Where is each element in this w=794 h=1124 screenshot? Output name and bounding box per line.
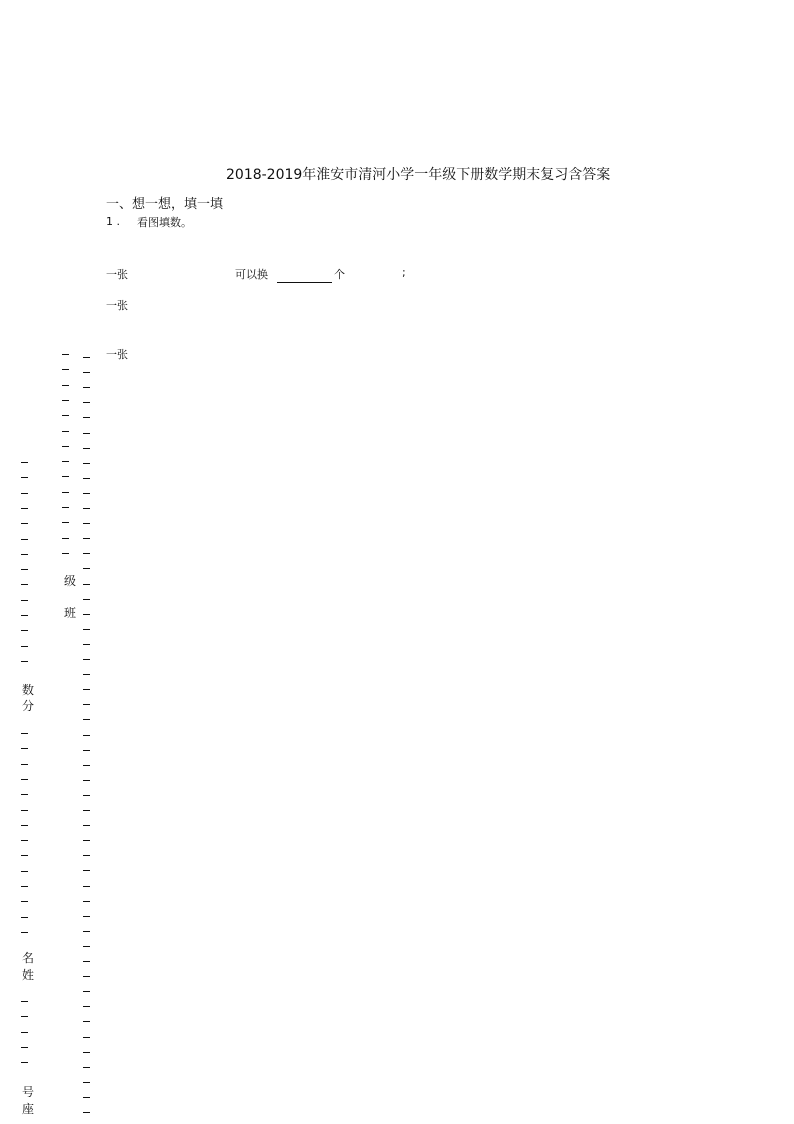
binding-dash [83, 659, 90, 660]
binding-dash [21, 523, 28, 524]
binding-dash [21, 1016, 28, 1017]
binding-dash [21, 1001, 28, 1002]
binding-dash [83, 1006, 90, 1007]
row2-left-text: 一张 [106, 299, 128, 312]
binding-dash [62, 553, 69, 554]
binding-dash [21, 764, 28, 765]
row3-left-text: 一张 [106, 348, 128, 361]
binding-dash [83, 1021, 90, 1022]
score-label-char: 分 [21, 699, 34, 713]
binding-dash [62, 385, 69, 386]
binding-dash [83, 855, 90, 856]
binding-dash [21, 569, 28, 570]
binding-dash [21, 917, 28, 918]
question-number: 1 . [106, 215, 120, 228]
binding-dash [83, 810, 90, 811]
binding-dash [21, 748, 28, 749]
binding-dash [83, 614, 90, 615]
binding-dash [83, 991, 90, 992]
binding-dash [21, 810, 28, 811]
binding-dash [83, 508, 90, 509]
binding-dash [83, 931, 90, 932]
binding-dash [83, 1112, 90, 1113]
binding-dash [83, 629, 90, 630]
binding-dash [21, 477, 28, 478]
binding-dash [83, 795, 90, 796]
row1-left-text: 一张 [106, 268, 128, 281]
binding-dash [21, 462, 28, 463]
binding-dash [21, 1032, 28, 1033]
binding-dash [21, 779, 28, 780]
seat-label-char: 座 [21, 1102, 34, 1116]
binding-dash [62, 431, 69, 432]
binding-dash [83, 976, 90, 977]
binding-dash [83, 1052, 90, 1053]
binding-dash [83, 765, 90, 766]
binding-dash [83, 674, 90, 675]
binding-dash [83, 946, 90, 947]
binding-dash [83, 1097, 90, 1098]
binding-dash [21, 886, 28, 887]
binding-dash [83, 886, 90, 887]
row1-mid-text: 可以换 [235, 268, 268, 281]
row1-unit-text: 个 [334, 268, 345, 281]
binding-dash [21, 932, 28, 933]
binding-dash [83, 478, 90, 479]
binding-dash [21, 871, 28, 872]
binding-dash [83, 463, 90, 464]
binding-dash [62, 492, 69, 493]
binding-dash [62, 507, 69, 508]
binding-dash [21, 630, 28, 631]
binding-dash [83, 704, 90, 705]
class-label-char: 班 [63, 606, 76, 620]
binding-dash [83, 735, 90, 736]
binding-dash [21, 584, 28, 585]
binding-dash [21, 1062, 28, 1063]
name-label-char: 姓 [21, 968, 34, 982]
binding-dash [83, 523, 90, 524]
binding-dash [83, 584, 90, 585]
binding-dash [83, 870, 90, 871]
binding-dash [21, 733, 28, 734]
binding-dash [21, 493, 28, 494]
binding-dash [83, 493, 90, 494]
binding-dash [21, 508, 28, 509]
binding-dash [83, 644, 90, 645]
binding-dash [83, 417, 90, 418]
binding-dash [83, 750, 90, 751]
seat-label-char: 号 [21, 1085, 34, 1099]
binding-dash [21, 855, 28, 856]
binding-dash [62, 522, 69, 523]
binding-dash [83, 825, 90, 826]
binding-dash [83, 553, 90, 554]
binding-dash [62, 354, 69, 355]
answer-blank[interactable] [277, 270, 332, 283]
name-label-char: 名 [21, 951, 34, 965]
binding-dash [21, 901, 28, 902]
binding-dash [83, 719, 90, 720]
binding-dash [21, 661, 28, 662]
question-text: 看图填数。 [137, 216, 192, 229]
score-label-char: 数 [21, 683, 34, 697]
binding-dash [83, 402, 90, 403]
binding-dash [62, 415, 69, 416]
binding-dash [83, 1037, 90, 1038]
binding-dash [62, 400, 69, 401]
binding-dash [62, 369, 69, 370]
binding-dash [83, 568, 90, 569]
document-title: 2018-2019年淮安市清河小学一年级下册数学期末复习含答案 [226, 167, 611, 183]
row1-end-text: ; [402, 266, 406, 279]
binding-dash [21, 794, 28, 795]
binding-dash [83, 448, 90, 449]
binding-dash [83, 689, 90, 690]
binding-dash [83, 1067, 90, 1068]
binding-dash [21, 646, 28, 647]
binding-dash [21, 1047, 28, 1048]
binding-dash [62, 476, 69, 477]
binding-dash [21, 554, 28, 555]
binding-dash [21, 600, 28, 601]
section-heading: 一、想一想，填一填 [106, 197, 224, 212]
binding-dash [21, 615, 28, 616]
binding-dash [62, 538, 69, 539]
binding-dash [83, 901, 90, 902]
binding-dash [21, 840, 28, 841]
binding-dash [83, 433, 90, 434]
class-label-char: 级 [63, 574, 76, 588]
binding-dash [83, 372, 90, 373]
binding-dash [83, 916, 90, 917]
binding-dash [21, 825, 28, 826]
binding-dash [83, 538, 90, 539]
binding-dash [83, 780, 90, 781]
binding-dash [62, 461, 69, 462]
binding-dash [83, 1082, 90, 1083]
binding-dash [83, 387, 90, 388]
binding-dash [21, 539, 28, 540]
binding-dash [83, 599, 90, 600]
binding-dash [62, 446, 69, 447]
binding-dash [83, 840, 90, 841]
binding-dash [83, 961, 90, 962]
binding-dash [83, 357, 90, 358]
